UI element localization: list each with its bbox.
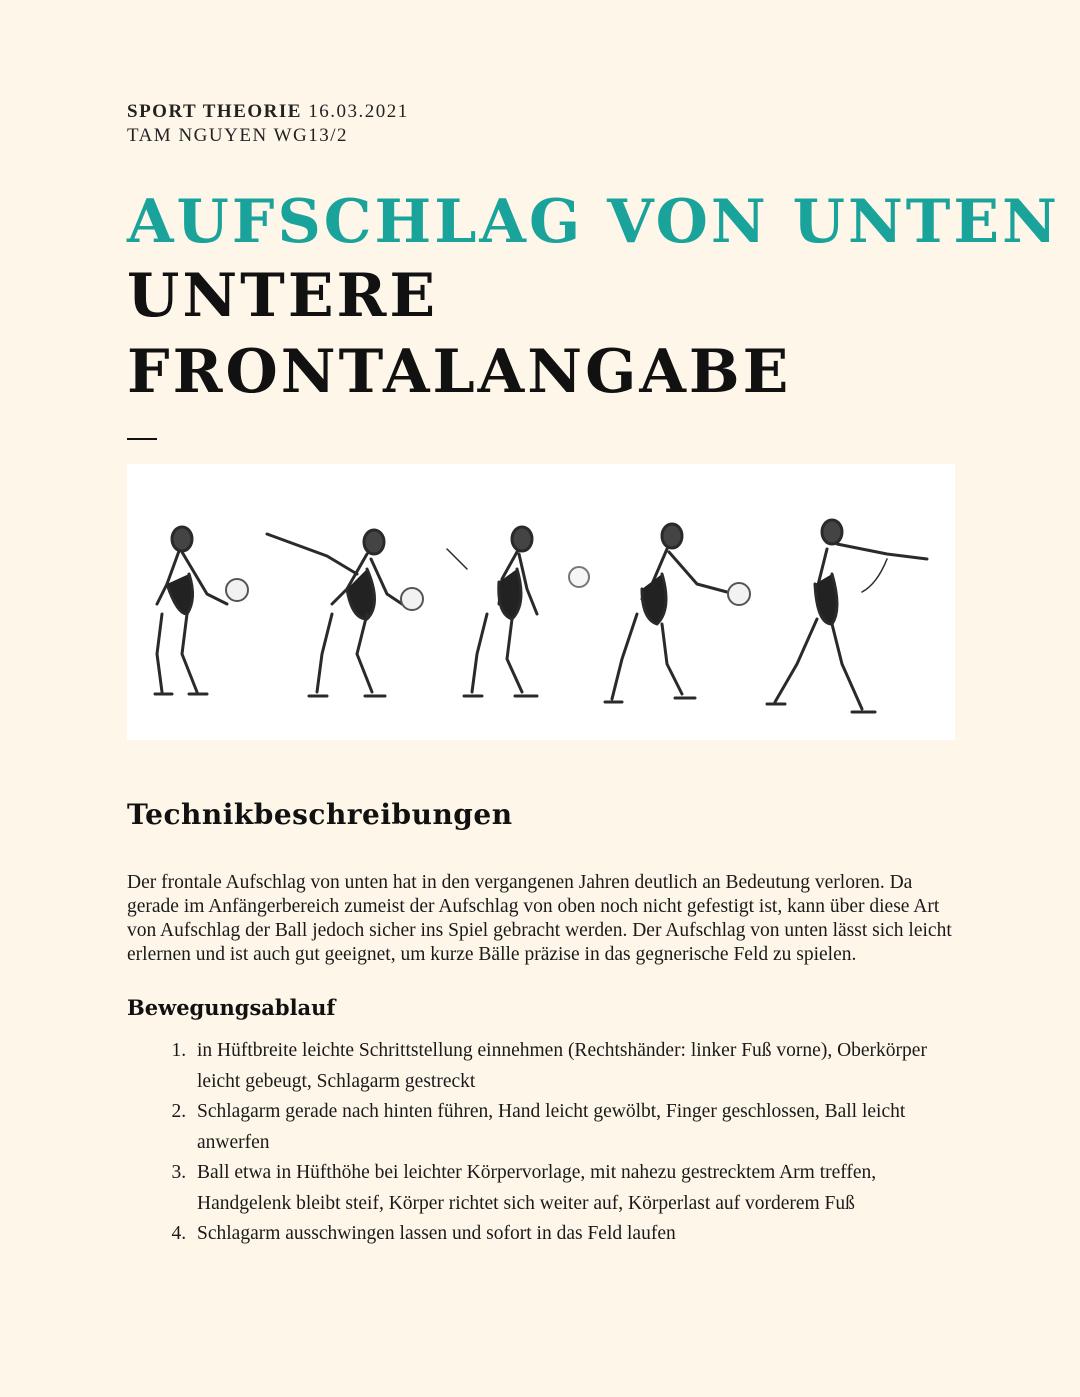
header-meta [127,100,957,148]
subject-line [127,100,957,124]
title-accent: AUFSCHLAG VON UNTEN [127,187,1061,257]
author: TAM NGUYEN WG13/2 [127,125,349,146]
player-figure-4 [605,524,750,702]
player-figure-3 [447,527,589,696]
technique-heading: Technikbeschreibungen [127,798,513,831]
technique-text: Der frontale Aufschlag von unten hat in den vergangenen Jahren deutlich an Bedeutung verloren. Da gerade im Anfängerbereich zumeist der Aufschlag von oben noch nicht gefestigt ist, kann über diese Art von Aufschlag der Ball jedoch sicher ins Spiel gebracht werden. Der Aufschlag von unten lässt sich leicht erlernen und ist auch gut geeignet, um kurze Bälle präzise in das gegnerische Feld zu spielen. [127,872,952,965]
serve-sequence-svg [127,464,955,740]
step-item: 2. Schlagarm gerade nach hinten führen, Hand leicht gewölbt, Finger geschlossen, Ball leicht anwerfen [191,1097,951,1158]
movement-steps [127,1036,951,1250]
title-main: UNTERE FRONTALANGABE [127,261,792,407]
divider [127,438,157,440]
movement-heading: Bewegungsablauf [127,995,336,1020]
date: 16.03.2021 [308,101,409,122]
player-figure-2 [267,530,423,696]
step-item: 3. Ball etwa in Hüfthöhe bei leichter Körpervorlage, mit nahezu gestrecktem Arm treffen, Handgelenk bleibt steif, Körper richtet sich weiter auf, Körperlast auf vorderem Fuß [191,1158,951,1219]
player-figure-5 [767,520,927,712]
player-figure-1 [155,527,248,694]
step-item: 4. Schlagarm ausschwingen lassen und sofort in das Feld laufen [191,1219,951,1250]
serve-sequence-illustration [127,464,955,740]
step-item: 1. in Hüftbreite leichte Schrittstellung einnehmen (Rechtshänder: linker Fuß vorne), Oberkörper leicht gebeugt, Schlagarm gestreckt [191,1036,951,1097]
document-page [127,100,1061,1250]
subject: SPORT THEORIE [127,101,302,122]
